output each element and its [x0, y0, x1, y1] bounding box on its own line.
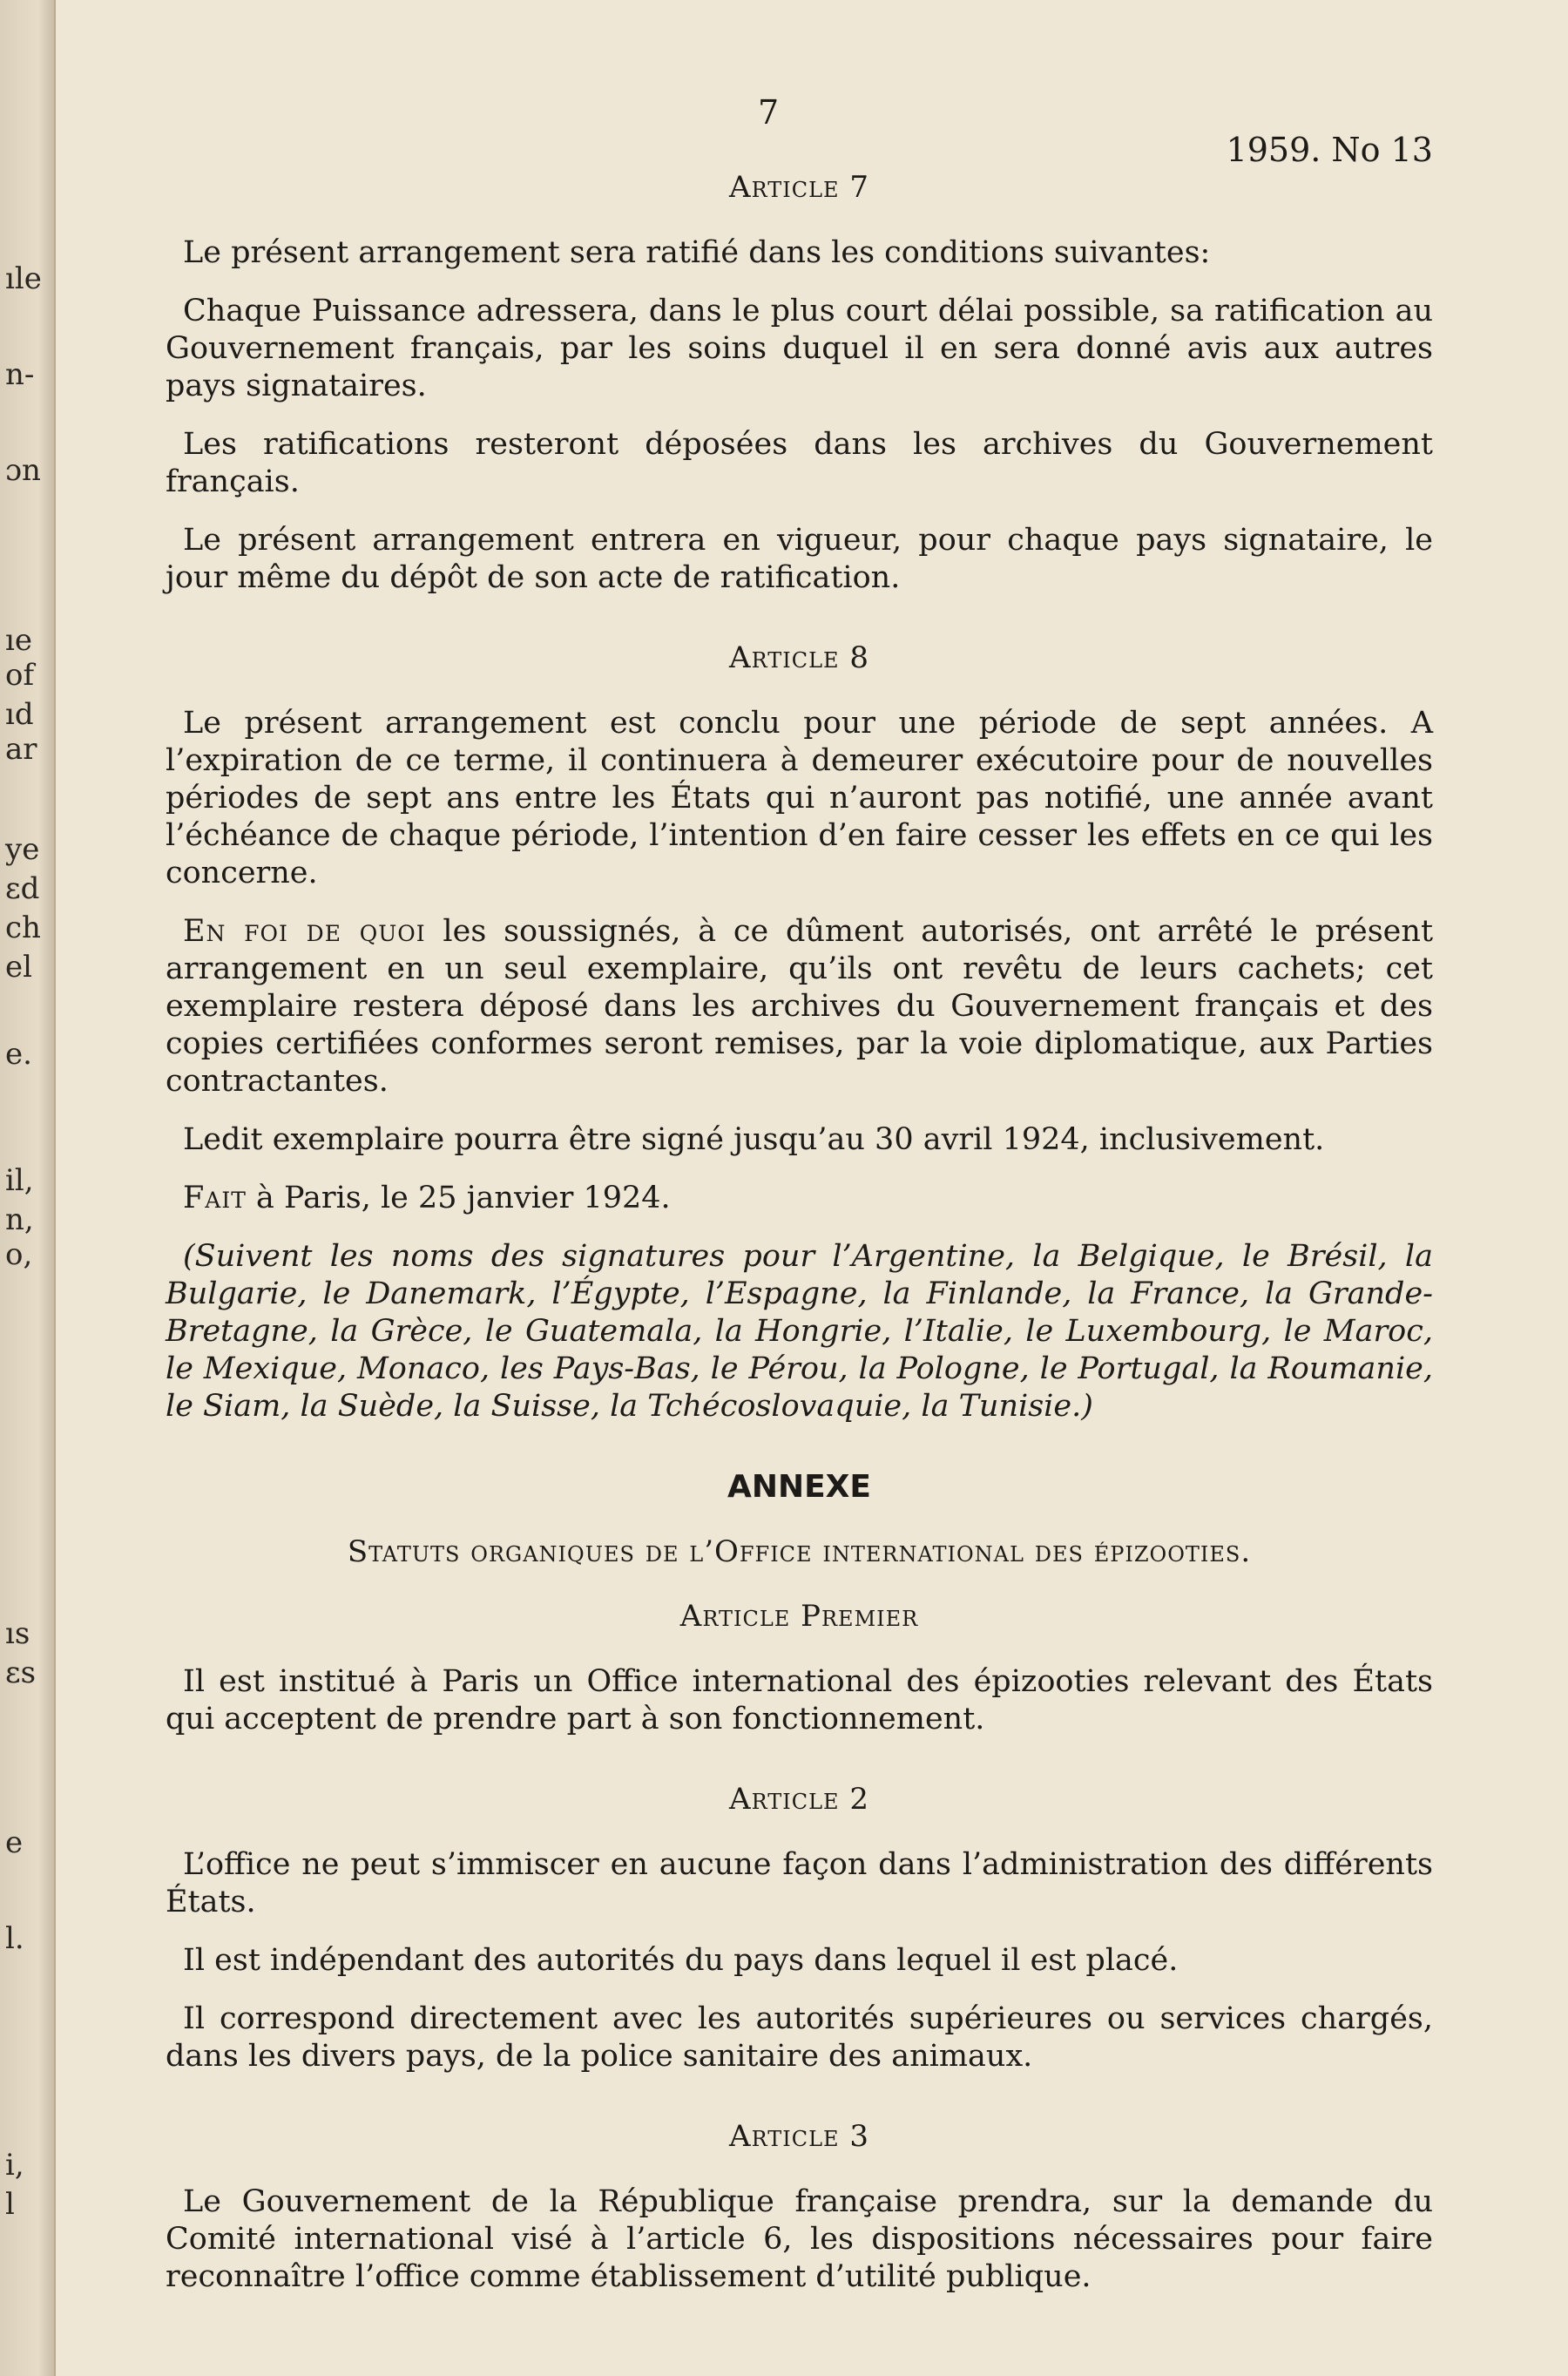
margin-fragment: ɔn — [5, 453, 41, 488]
margin-fragment: n, — [5, 1202, 34, 1237]
witness-lead: En foi de quoi — [183, 914, 426, 949]
witness-text: les soussignés, à ce dûment autorisés, ont arrêté le présent arrangement en un seul exemplaire, qu’ils ont revêtu de leurs cachets; cet exemplaire restera déposé dans les archives du Gouvernement français et des copies certifiées conformes seront remises, par la voie diplomatique, aux Parties contractantes. — [166, 914, 1434, 1099]
article-7-paragraph: Chaque Puissance adressera, dans le plus court délai possible, sa ratification au Gouvernement français, par les soins duquel il en sera donné avis aux autres pays signataires. — [166, 294, 1433, 403]
page-number: 7 — [758, 93, 780, 132]
article-8-paragraph: Le présent arrangement est conclu pour une période de sept années. A l’expiration de ce terme, il continuera à demeurer exécutoire pour de nouvelles périodes de sept ans entre les États qui n’auront pas notifié, une année avant l’échéance de chaque période, l’intention d’en faire cesser les effets en ce qui les concerne. — [166, 706, 1433, 890]
article-premier-heading: Article Premier — [679, 1599, 919, 1634]
article-2-paragraph: Il correspond directement avec les autorités supérieures ou services chargés, dans les divers pays, de la police sanitaire des animaux. — [166, 2001, 1433, 2074]
margin-fragment: l — [5, 2187, 15, 2222]
article-7-paragraph: Le présent arrangement entrera en vigueur, pour chaque pays signataire, le jour même du dépôt de son acte de ratification. — [166, 523, 1433, 595]
facing-page-margin — [0, 0, 56, 2376]
article-2-heading: Article 2 — [729, 1782, 869, 1817]
margin-fragment: ıe — [5, 623, 32, 658]
margin-fragment: of — [5, 658, 35, 693]
done-at-line — [166, 1180, 1433, 1217]
margin-fragment: ar — [5, 732, 37, 767]
margin-fragment: ɛs — [5, 1655, 37, 1690]
margin-fragment: ɛd — [5, 871, 40, 906]
signatories-note: (Suivent les noms des signatures pour l’Argentine, la Belgique, le Brésil, la Bulgarie, le Danemark, l’Égypte, l’Espagne, la Finlande, la France, la Grande-Bretagne, la Grèce, le Guatemala, la Hongrie, l’Italie, le Luxembourg, le Maroc, le Mexique, Monaco, les Pays-Bas, le Pérou, la Pologne, le Portugal, la Roumanie, le Siam, la Suède, la Suisse, la Tchécoslovaquie, la Tunisie.) — [166, 1239, 1433, 1424]
article-8-heading: Article 8 — [729, 640, 869, 675]
margin-fragment: ye — [5, 832, 40, 867]
done-at-lead: Fait — [183, 1181, 247, 1215]
article-7-paragraph: Les ratifications resteront déposées dans les archives du Gouvernement français. — [166, 427, 1433, 499]
margin-fragment: n- — [5, 357, 35, 392]
running-head: 1959. No 13 — [1226, 131, 1433, 169]
margin-fragment: l. — [5, 1921, 24, 1956]
margin-fragment: ıle — [5, 261, 42, 296]
margin-fragment: il, — [5, 1163, 34, 1198]
article-3-heading: Article 3 — [729, 2119, 869, 2154]
margin-fragment: ıs — [5, 1616, 30, 1651]
margin-fragment: e — [5, 1825, 24, 1860]
article-7-heading: Article 7 — [729, 170, 869, 205]
margin-fragment: o, — [5, 1237, 33, 1272]
article-premier-paragraph: Il est institué à Paris un Office international des épizooties relevant des États qui acceptent de prendre part à son fonctionnement. — [166, 1664, 1433, 1736]
margin-fragment: e. — [5, 1037, 32, 1072]
signature-deadline: Ledit exemplaire pourra être signé jusqu’au 30 avril 1924, inclusivement. — [183, 1122, 1325, 1157]
article-2-paragraph: L’office ne peut s’immiscer en aucune façon dans l’administration des différents États. — [166, 1847, 1433, 1919]
page-body — [166, 170, 1433, 2317]
annexe-subheading: Statuts organiques de l’Office international des épizooties. — [347, 1534, 1252, 1569]
margin-fragment: ch — [5, 910, 41, 945]
done-at-text: à Paris, le 25 janvier 1924. — [246, 1181, 671, 1215]
article-3-paragraph: Le Gouvernement de la République française prendra, sur la demande du Comité international visé à l’article 6, les dispositions nécessaires pour faire reconnaître l’office comme établissement d’utilité publique. — [166, 2184, 1433, 2294]
witness-clause — [166, 913, 1433, 1100]
margin-fragment: ıd — [5, 697, 34, 732]
annexe-heading: ANNEXE — [727, 1469, 872, 1505]
article-7-paragraph: Le présent arrangement sera ratifié dans les conditions suivantes: — [183, 235, 1211, 270]
margin-fragment: i, — [5, 2148, 24, 2183]
margin-fragment: el — [5, 950, 32, 985]
article-2-paragraph: Il est indépendant des autorités du pays dans lequel il est placé. — [183, 1943, 1179, 1978]
